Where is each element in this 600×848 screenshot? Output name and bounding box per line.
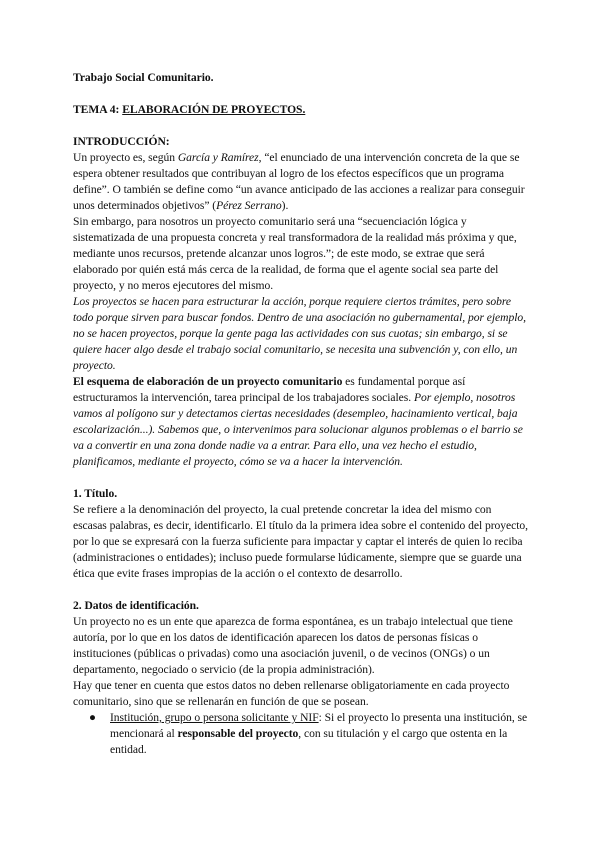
bullet-dot-icon: ● xyxy=(89,711,96,724)
identification-bullet-list xyxy=(73,710,528,758)
intro-p4-bold: El esquema de elaboración de un proyecto comunitario xyxy=(73,375,343,388)
bullet-bold: responsable del proyecto xyxy=(177,727,299,740)
intro-paragraph-2: Sin embargo, para nosotros un proyecto comunitario será una “secuenciación lógica y sistematizada de una propuesta concreta y real transformadora de la realidad más próxima y que, mediante unos recursos, pretende alcanzar unos logros.”; de este modo, se extrae que será elaborado por quién está más cerca de la realidad, de forma que el agente social sea parte del proyecto, y no meros ejecutores del mismo. xyxy=(73,215,517,292)
bullet-text-b: , con su titulación y el cargo que ostenta en la entidad. xyxy=(110,727,508,756)
intro-p4-text: es fundamental porque así estructuramos la intervención, tarea principal de los trabajadores sociales. xyxy=(73,375,466,404)
bullet-label: Institución, grupo o persona solicitante y NIF xyxy=(110,711,319,724)
intro-p1-text-a: Un proyecto es, según xyxy=(73,151,178,164)
intro-p1-text-b: , “el enunciado de una intervención concreta de la que se espera obtener resultados que contribuyan al logro de los efectos específicos que un programa define”. O también se define como “un avance anticipado de las acciones a realizar para conseguir unos determinados objetivos” ( xyxy=(73,151,525,212)
section-2-paragraph-2: Hay que tener en cuenta que estos datos no deben rellenarse obligatoriamente en cada proyecto comunitario, sino que se rellenarán en función de que se posean. xyxy=(73,679,510,708)
tema-title: ELABORACIÓN DE PROYECTOS. xyxy=(122,103,306,116)
section-1-body: Se refiere a la denominación del proyecto, la cual pretende concretar la idea del mismo con escasas palabras, es decir, identificarlo. El título da la primera idea sobre el contenido del proyecto, por lo que se expresará con la fuerza suficiente para impactar y captar el interés de quien lo reciba (administraciones o entidades); incluso puede formularse lúdicamente, siempre que se guarde una ética que evite frases impropias de la acción o el contexto de desarrollo. xyxy=(73,503,529,580)
intro-p1-text-c: ). xyxy=(281,199,289,212)
intro-p4-example: Por ejemplo, nosotros vamos al polígono sur y detectamos ciertas necesidades (desempleo, hacinamiento vertical, baja escolarización...). Sabemos que, o intervenimos para solucionar algunos problemas o el barrio se va a convertir en una zona donde nadie va a entrar. Para ello, una vez hecho el estudio, planificamos, mediante el proyecto, cómo se va a hacer la intervención. xyxy=(73,391,523,468)
intro-p1-author-2: Pérez Serrano xyxy=(216,199,282,212)
bullet-text-a: : Si el proyecto lo presenta una institución, se mencionará al xyxy=(110,711,528,740)
list-item xyxy=(73,710,528,758)
tema-heading xyxy=(73,102,528,118)
intro-paragraph-1 xyxy=(73,150,528,214)
intro-p1-author-1: García y Ramírez xyxy=(177,151,259,164)
document-title: Trabajo Social Comunitario. xyxy=(73,71,214,84)
intro-paragraph-3: Los proyectos se hacen para estructurar la acción, porque requiere ciertos trámites, pero sobre todo porque sirven para buscar fondos. Dentro de una asociación no gubernamental, por ejemplo, no se hacen proyectos, porque la gente paga las actividades con sus cuotas; sin embargo, si se quiere hacer algo desde el trabajo social comunitario, se necesita una subvención y, con ello, un proyecto. xyxy=(73,295,526,372)
intro-paragraph-4 xyxy=(73,374,528,470)
section-2-heading: 2. Datos de identificación. xyxy=(73,599,199,612)
section-2-paragraph-1: Un proyecto no es un ente que aparezca de forma espontánea, es un trabajo intelectual que tiene autoría, por lo que en los datos de identificación aparecen los datos de personas físicas o instituciones (públicas o privadas) como una asociación juvenil, o de vecinos (ONGs) o un departamento, negociado o servicio (de la propia administración). xyxy=(73,615,513,676)
document-page xyxy=(73,70,528,758)
intro-heading: INTRODUCCIÓN: xyxy=(73,135,170,148)
tema-prefix: TEMA 4: xyxy=(73,103,123,116)
section-1-heading: 1. Título. xyxy=(73,487,118,500)
